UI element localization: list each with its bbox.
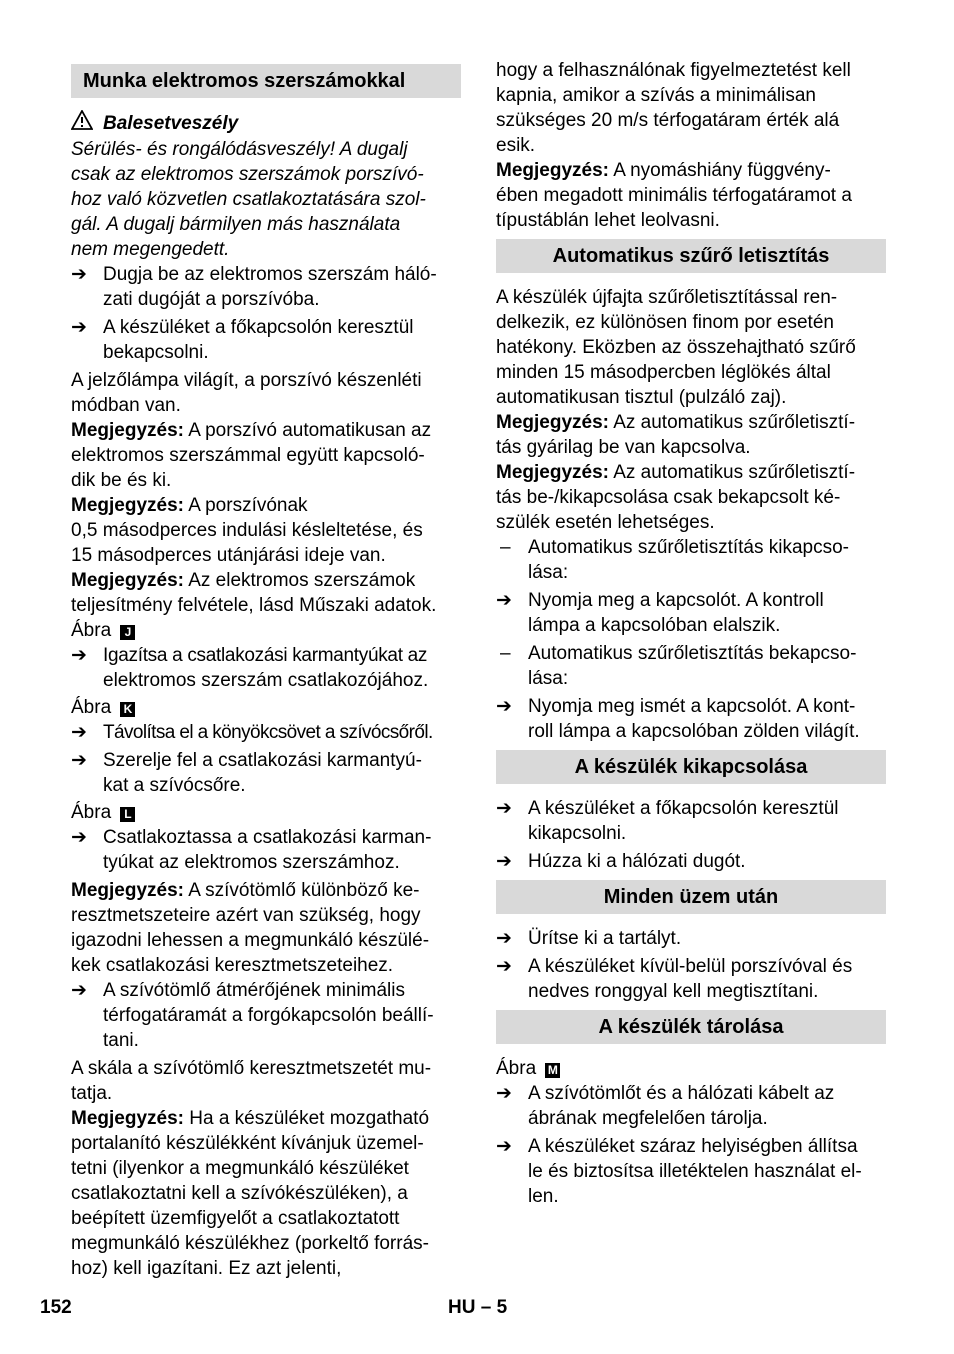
note-line: tetni (ilyenkor a megmunkáló készüléket bbox=[71, 1158, 409, 1179]
arrow-icon: ➔ bbox=[496, 956, 512, 977]
arrow-icon: ➔ bbox=[496, 696, 512, 717]
arrow-icon: ➔ bbox=[496, 851, 512, 872]
dash-line: lása: bbox=[528, 668, 569, 689]
step-line: le és biztosítsa illetéktelen használat el- bbox=[528, 1161, 862, 1182]
step-item bbox=[496, 1081, 886, 1131]
warning-title-line bbox=[71, 110, 461, 137]
page-number: 152 bbox=[40, 1297, 72, 1318]
arrow-icon: ➔ bbox=[71, 750, 87, 771]
note-line: kek csatlakozási keresztmetszeteihez. bbox=[71, 955, 394, 976]
warning-line: gál. A dugalj bármilyen más használata bbox=[71, 214, 401, 235]
step-item bbox=[496, 1134, 886, 1209]
arrow-icon: ➔ bbox=[496, 1136, 512, 1157]
paragraph-line: minden 15 másodpercben léglökés által bbox=[496, 362, 831, 383]
paragraph-line: A skála a szívótömlő keresztmetszetét mu- bbox=[71, 1058, 432, 1079]
step-item bbox=[71, 643, 461, 693]
warning-line: csak az elektromos szerszámok porszívó- bbox=[71, 164, 424, 185]
step-item bbox=[496, 796, 886, 846]
figure-reference bbox=[71, 695, 461, 720]
arrow-icon: ➔ bbox=[71, 264, 87, 285]
step-line: Dugja be az elektromos szerszám háló- bbox=[103, 264, 437, 285]
step-line: Szerelje fel a csatlakozási karmantyú- bbox=[103, 750, 422, 771]
note-label: Megjegyzés: bbox=[71, 420, 184, 441]
step-line: tyúkat az elektromos szerszámhoz. bbox=[103, 852, 400, 873]
step-item bbox=[496, 926, 886, 951]
step-line: kat a szívócsőre. bbox=[103, 775, 246, 796]
paragraph-line: kapnia, amikor a szívás a minimálisan bbox=[496, 85, 816, 106]
note-text: Az automatikus szűrőletisztí- bbox=[608, 462, 856, 483]
note bbox=[71, 418, 461, 493]
warning-line: hoz való közvetlen csatlakoztatására szol- bbox=[71, 189, 426, 210]
dash-item bbox=[496, 535, 886, 585]
figure-reference bbox=[71, 800, 461, 825]
step-line: Nyomja meg a kapcsolót. A kontroll bbox=[528, 590, 824, 611]
note-line: tás be-/kikapcsolása csak bekapcsolt ké- bbox=[496, 487, 841, 508]
step-line: zati dugóját a porszívóba. bbox=[103, 289, 320, 310]
figure-reference bbox=[496, 1056, 886, 1081]
note bbox=[496, 410, 886, 460]
step-line: A szívótömlőt és a hálózati kábelt az bbox=[528, 1083, 835, 1104]
step-item bbox=[496, 588, 886, 638]
step-line: Nyomja meg ismét a kapcsolót. A kont- bbox=[528, 696, 856, 717]
step-item bbox=[71, 748, 461, 798]
figure-label: Ábra bbox=[71, 802, 112, 823]
note-label: Megjegyzés: bbox=[71, 570, 184, 591]
step-item bbox=[496, 954, 886, 1004]
note-line: tás gyárilag be van kapcsolva. bbox=[496, 437, 751, 458]
arrow-icon: ➔ bbox=[71, 827, 87, 848]
paragraph-line: automatikusan tisztul (pulzáló zaj). bbox=[496, 387, 787, 408]
step-line: kikapcsolni. bbox=[528, 823, 627, 844]
step-item bbox=[71, 825, 461, 875]
note-text: A szívótömlő különböző ke- bbox=[183, 880, 420, 901]
step-line: A készüléket a főkapcsolón keresztül bbox=[103, 317, 414, 338]
note-text: Ha a készüléket mozgatható bbox=[183, 1108, 430, 1129]
note-line: hoz) kell igazítani. Ez azt jelenti, bbox=[71, 1258, 342, 1279]
note-line: resztmetszeteire azért van szükség, hogy bbox=[71, 905, 421, 926]
step-item bbox=[71, 978, 461, 1053]
arrow-icon: ➔ bbox=[496, 590, 512, 611]
note-line: 0,5 másodperces indulási késleltetése, és bbox=[71, 520, 423, 541]
page-label: HU – 5 bbox=[448, 1297, 508, 1318]
step-item bbox=[71, 720, 461, 745]
dash-bullet: – bbox=[500, 537, 511, 558]
step-line: roll lámpa a kapcsolóban zölden világít. bbox=[528, 721, 860, 742]
section-heading: Automatikus szűrő letisztítás bbox=[496, 239, 886, 273]
note-label: Megjegyzés: bbox=[496, 160, 609, 181]
step-line: Húzza ki a hálózati dugót. bbox=[528, 851, 746, 872]
note-label: Megjegyzés: bbox=[71, 880, 184, 901]
dash-line: Automatikus szűrőletisztítás kikapcso- bbox=[528, 537, 850, 558]
step-item bbox=[71, 315, 461, 365]
figure-letter-icon: K bbox=[120, 702, 135, 717]
figure-letter-icon: M bbox=[545, 1063, 560, 1078]
note-line: szülék esetén lehetséges. bbox=[496, 512, 715, 533]
section-heading: Minden üzem után bbox=[496, 880, 886, 914]
step-line: A készüléket száraz helyiségben állítsa bbox=[528, 1136, 858, 1157]
right-column bbox=[496, 58, 886, 1209]
step-line: A szívótömlő átmérőjének minimális bbox=[103, 980, 405, 1001]
paragraph bbox=[496, 285, 886, 410]
paragraph-line: delkezik, ez különösen finom por esetén bbox=[496, 312, 834, 333]
arrow-icon: ➔ bbox=[496, 1083, 512, 1104]
step-line: lámpa a kapcsolóban elalszik. bbox=[528, 615, 781, 636]
note-line: típustáblán lehet leolvasni. bbox=[496, 210, 720, 231]
paragraph-line: szükséges 20 m/s térfogatáram érték alá bbox=[496, 110, 840, 131]
figure-letter-icon: J bbox=[120, 625, 135, 640]
note bbox=[496, 158, 886, 233]
note-label: Megjegyzés: bbox=[71, 1108, 184, 1129]
note-text: Az elektromos szerszámok bbox=[183, 570, 416, 591]
section-heading: A készülék tárolása bbox=[496, 1010, 886, 1044]
step-line: A készüléket kívül-belül porszívóval és bbox=[528, 956, 853, 977]
paragraph-line: tatja. bbox=[71, 1083, 113, 1104]
paragraph bbox=[496, 58, 886, 158]
dash-item bbox=[496, 641, 886, 691]
note bbox=[71, 568, 461, 618]
note-text: Az automatikus szűrőletisztí- bbox=[608, 412, 856, 433]
dash-line: lása: bbox=[528, 562, 569, 583]
step-line: Igazítsa a csatlakozási karmantyúkat az bbox=[103, 645, 428, 666]
note bbox=[71, 1106, 461, 1281]
step-line: Ürítse ki a tartályt. bbox=[528, 928, 682, 949]
figure-reference bbox=[71, 618, 461, 643]
note bbox=[496, 460, 886, 535]
paragraph-line: esik. bbox=[496, 135, 536, 156]
warning-line: nem megengedett. bbox=[71, 239, 230, 260]
section-heading: A készülék kikapcsolása bbox=[496, 750, 886, 784]
note-text: A nyomáshiány függvény- bbox=[608, 160, 831, 181]
arrow-icon: ➔ bbox=[71, 722, 87, 743]
note-line: portalanító készülékként kívánjuk üzemel- bbox=[71, 1133, 424, 1154]
step-item bbox=[496, 694, 886, 744]
dash-bullet: – bbox=[500, 643, 511, 664]
note bbox=[71, 878, 461, 978]
arrow-icon: ➔ bbox=[496, 798, 512, 819]
step-line: Távolítsa el a könyökcsövet a szívócsőről. bbox=[103, 722, 433, 743]
step-line: bekapcsolni. bbox=[103, 342, 209, 363]
arrow-icon: ➔ bbox=[71, 645, 87, 666]
step-line: tani. bbox=[103, 1030, 139, 1051]
arrow-icon: ➔ bbox=[71, 317, 87, 338]
step-line: Csatlakoztassa a csatlakozási karman- bbox=[103, 827, 432, 848]
note-line: elektromos szerszámmal együtt kapcsoló- bbox=[71, 445, 425, 466]
step-line: len. bbox=[528, 1186, 559, 1207]
note-line: megmunkáló készülékhez (porkeltő forrás- bbox=[71, 1233, 429, 1254]
step-item bbox=[496, 849, 886, 874]
note-label: Megjegyzés: bbox=[496, 462, 609, 483]
paragraph bbox=[71, 368, 461, 418]
note-line: dik be és ki. bbox=[71, 470, 172, 491]
warning-title: Balesetveszély bbox=[103, 113, 239, 134]
paragraph-line: hatékony. Eközben az összehajtható szűrő bbox=[496, 337, 856, 358]
step-line: elektromos szerszám csatlakozójához. bbox=[103, 670, 429, 691]
figure-letter-icon: L bbox=[120, 807, 135, 822]
note-line: igazodni lehessen a megmunkáló készülé- bbox=[71, 930, 430, 951]
dash-line: Automatikus szűrőletisztítás bekapcso- bbox=[528, 643, 857, 664]
paragraph-line: A jelzőlámpa világít, a porszívó készenléti bbox=[71, 370, 422, 391]
paragraph-line: A készülék újfajta szűrőletisztítással ren- bbox=[496, 287, 838, 308]
note bbox=[71, 493, 461, 568]
step-line: nedves ronggyal kell megtisztítani. bbox=[528, 981, 819, 1002]
figure-label: Ábra bbox=[71, 697, 112, 718]
arrow-icon: ➔ bbox=[496, 928, 512, 949]
paragraph-line: módban van. bbox=[71, 395, 181, 416]
warning-text bbox=[71, 137, 461, 262]
paragraph bbox=[71, 1056, 461, 1106]
step-item bbox=[71, 262, 461, 312]
section-heading: Munka elektromos szerszámokkal bbox=[71, 64, 461, 98]
note-line: ében megadott minimális térfogatáramot a bbox=[496, 185, 852, 206]
note-label: Megjegyzés: bbox=[71, 495, 184, 516]
note-line: 15 másodperces utánjárási ideje van. bbox=[71, 545, 386, 566]
note-text: A porszívó automatikusan az bbox=[183, 420, 432, 441]
paragraph-line: hogy a felhasználónak figyelmeztetést kell bbox=[496, 60, 851, 81]
step-line: térfogatáramát a forgókapcsolón beállí- bbox=[103, 1005, 434, 1026]
figure-label: Ábra bbox=[496, 1058, 537, 1079]
note-label: Megjegyzés: bbox=[496, 412, 609, 433]
step-line: A készüléket a főkapcsolón keresztül bbox=[528, 798, 839, 819]
note-text: A porszívónak bbox=[183, 495, 308, 516]
warning-line: Sérülés- és rongálódásveszély! A dugalj bbox=[71, 139, 408, 160]
note-line: csatlakoztatni kell a szívókészüléken), a bbox=[71, 1183, 408, 1204]
arrow-icon: ➔ bbox=[71, 980, 87, 1001]
step-line: ábrának megfelelően tárolja. bbox=[528, 1108, 768, 1129]
warning-triangle-icon bbox=[71, 110, 95, 137]
left-column bbox=[71, 58, 461, 1281]
figure-label: Ábra bbox=[71, 620, 112, 641]
note-line: beépített üzemfigyelőt a csatlakoztatott bbox=[71, 1208, 400, 1229]
note-line: teljesítmény felvétele, lásd Műszaki adatok. bbox=[71, 595, 437, 616]
